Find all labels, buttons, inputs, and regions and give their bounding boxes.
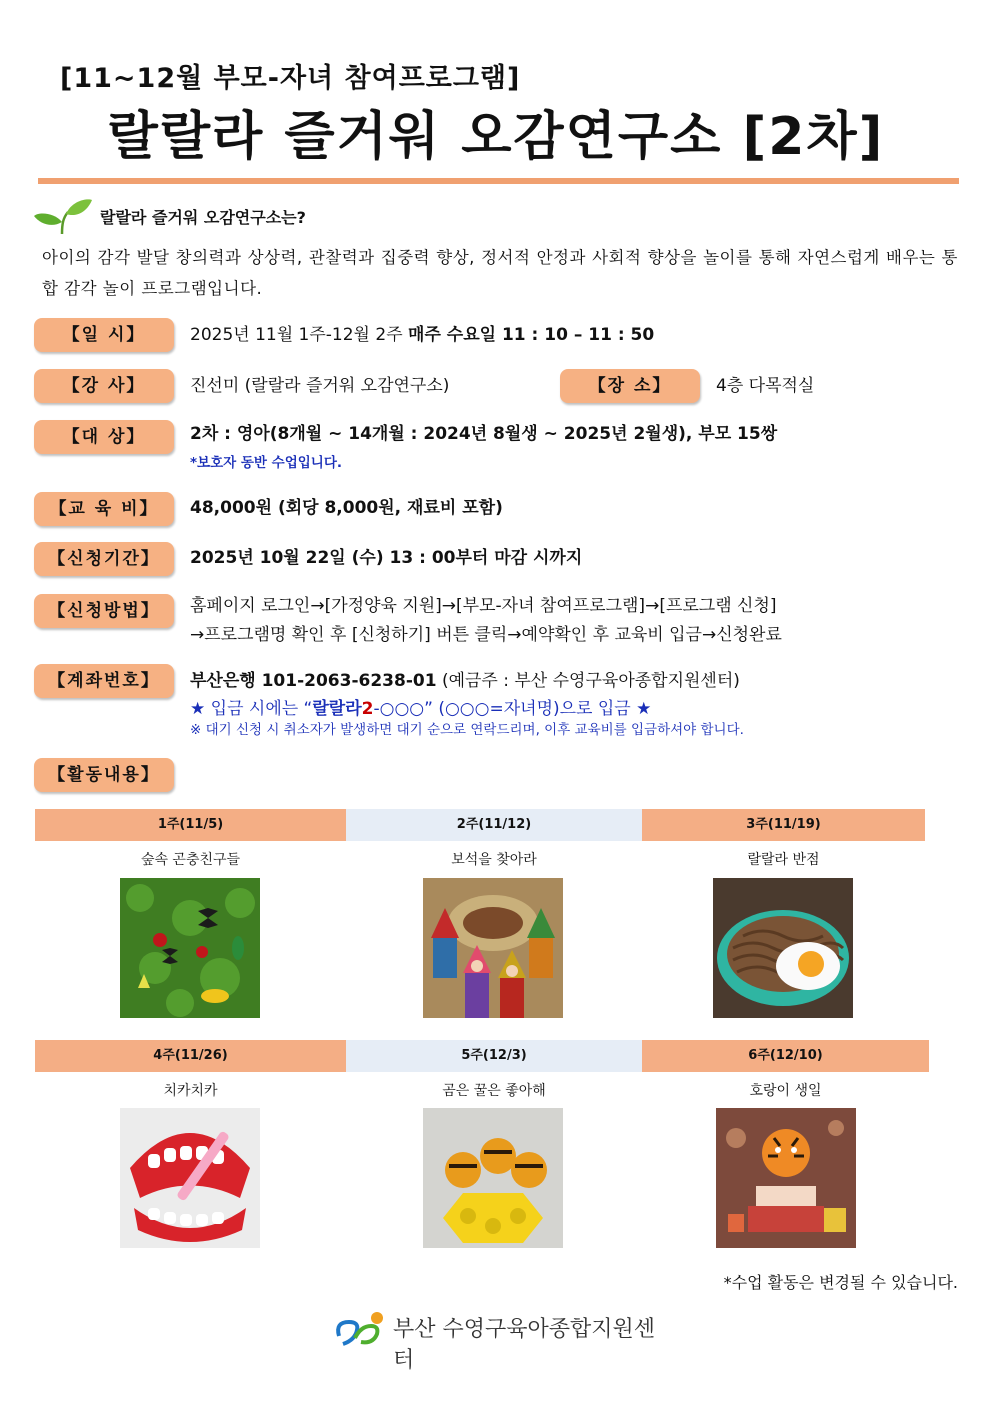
period-label: 【신청기간】 [34,542,174,576]
insects-on-grass-image [120,878,260,1018]
instructor-value: 진선미 (랄랄라 즐거워 오감연구소) [190,376,450,396]
deposit-session-number: 2 [361,699,374,719]
account-value [190,666,740,696]
deposit-suffix: -○○○” (○○○=자녀명)으로 입금 ★ [373,699,652,719]
instructor-label: 【강 사】 [34,369,174,403]
program-subtitle: [11~12월 부모-자녀 참여프로그램] [60,63,521,94]
week-header: 6주(12/10) [642,1040,929,1072]
account-number: 부산은행 101-2063-6238-01 [190,671,437,691]
schedule-date: 2025년 11월 1주-12월 2주 [190,325,403,345]
deposit-program-name: 랄랄라 [312,699,362,719]
intro-text: 아이의 감각 발달 창의력과 상상력, 관찰력과 집중력 향상, 정서적 안정과 사회적 향상을 놀이를 통해 자연스럽게 배우는 통합 감각 놀이 프로그램입니다. [42,248,958,298]
activity-title: 숲속 곤충친구들 [140,852,241,868]
schedule-time: 매주 수요일 11 : 10 – 11 : 50 [408,325,655,345]
change-notice: *수업 활동은 변경될 수 있습니다. [723,1273,958,1292]
activity-title: 곰은 꿀은 좋아해 [442,1083,546,1099]
schedule-label: 【일 시】 [34,318,174,352]
fee-value: 48,000원 (회당 8,000원, 재료비 포함) [190,498,503,518]
header-divider [38,178,959,184]
method-line2: →프로그램명 확인 후 [신청하기] 버튼 클릭→예약확인 후 교육비 입금→신청완료 [190,625,782,645]
teeth-model-toothbrush-image [120,1108,260,1248]
account-holder: (예금주 : 부산 수영구육아종합지원센터) [441,671,740,691]
schedule-value [190,320,654,350]
activity-title: 호랑이 생일 [749,1083,822,1099]
week-header: 3주(11/19) [642,809,925,841]
activity-title: 치카치카 [163,1083,218,1099]
noodles-and-egg-bowl-image [713,878,853,1018]
week-header: 1주(11/5) [35,809,346,841]
week-header: 2주(11/12) [346,809,642,841]
center-logo-icon [333,1308,393,1348]
target-note: *보호자 동반 수업입니다. [190,455,342,471]
week-header: 4주(11/26) [35,1040,346,1072]
target-value: 2차 : 영아(8개월 ~ 14개월 : 2024년 8월생 ~ 2025년 2월생), 부모 15쌍 [190,424,778,444]
method-line1: 홈페이지 로그인→[가정양육 지원]→[부모-자녀 참여프로그램]→[프로그램 신청] [190,596,777,616]
tiger-birthday-cake-image [716,1108,856,1248]
dwarf-figures-treasure-image [423,878,563,1018]
fee-label: 【교 육 비】 [34,492,174,526]
page-title: 랄랄라 즐거워 오감연구소 [2차] [107,107,885,167]
place-value: 4층 다목적실 [716,376,815,396]
bees-on-honeycomb-image [423,1108,563,1248]
target-label: 【대 상】 [34,420,174,454]
activity-title: 랄랄라 반점 [747,852,820,868]
activities-label: 【활동내용】 [34,758,174,792]
sprout-icon [32,196,94,236]
intro-heading: 랄랄라 즐거워 오감연구소는? [100,208,306,227]
week-header: 5주(12/3) [346,1040,642,1072]
period-value: 2025년 10월 22일 (수) 13 : 00부터 마감 시까지 [190,548,583,568]
place-label: 【장 소】 [560,369,700,403]
center-logo [333,1308,663,1373]
deposit-prefix: ★ 입금 시에는 “ [190,699,313,719]
method-label: 【신청방법】 [34,594,174,628]
center-name: 부산 수영구육아종합지원센터 [393,1317,656,1373]
activity-title: 보석을 찾아라 [451,852,537,868]
waitlist-note: ※ 대기 신청 시 취소자가 발생하면 대기 순으로 연락드리며, 이후 교육비를 입금하셔야 합니다. [190,722,744,738]
account-label: 【계좌번호】 [34,664,174,698]
